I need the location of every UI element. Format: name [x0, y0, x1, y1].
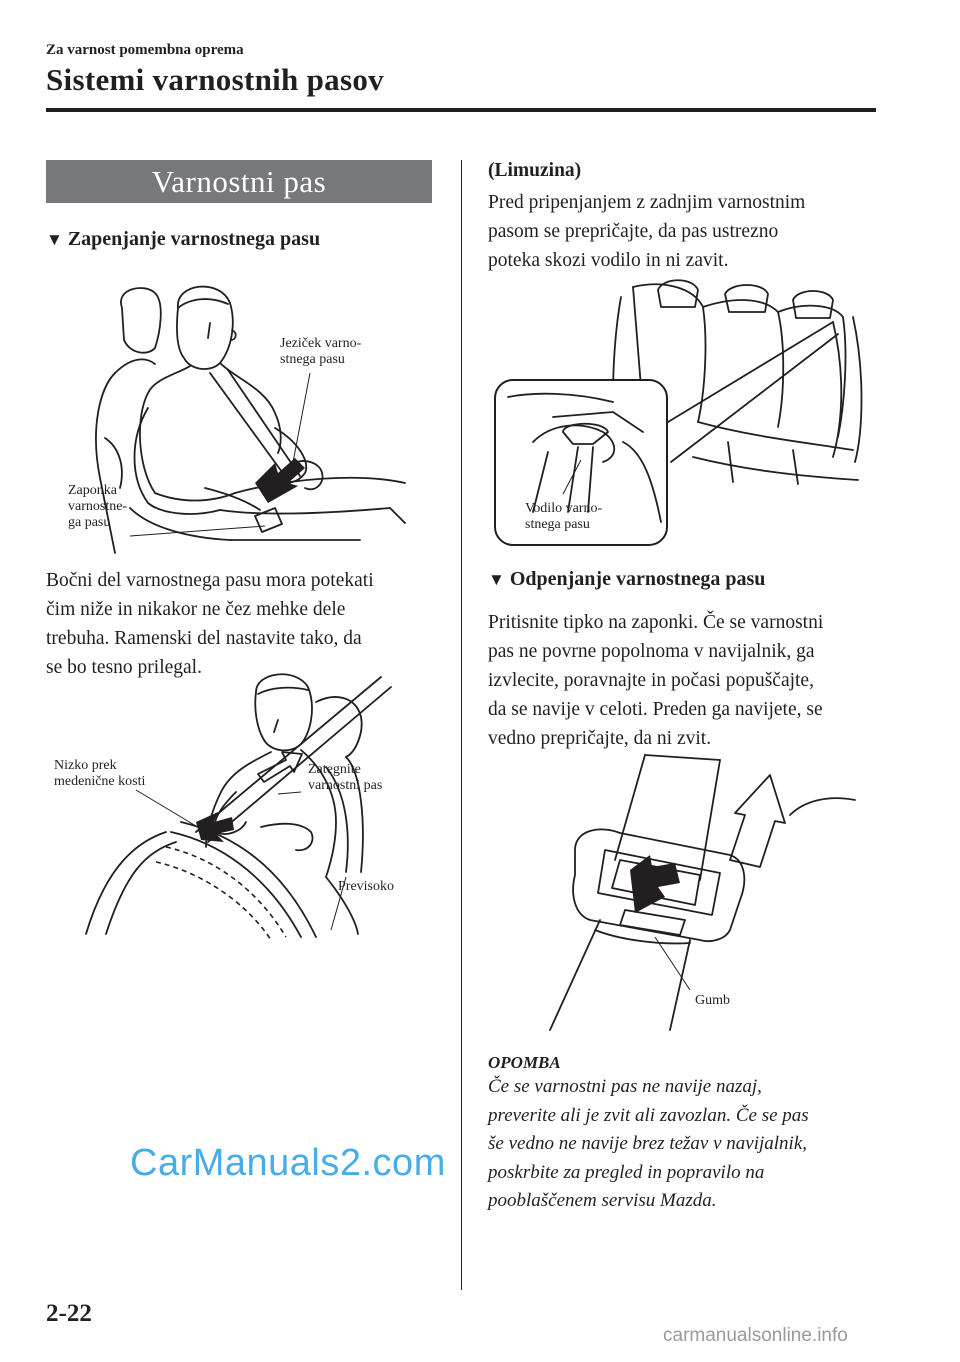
label-belt-guide-line2: stnega pasu — [525, 517, 590, 532]
label-buckle — [68, 483, 127, 531]
paragraph-fastening — [46, 566, 446, 682]
label-tighten-line2: varnostni pas — [308, 778, 383, 793]
watermark-url: carmanualsonline.info — [663, 1325, 848, 1346]
page-number: 2-22 — [46, 1300, 92, 1327]
paragraph-line: da se navije v celoti. Preden ga navijete, se — [488, 699, 823, 720]
section-banner: Varnostni pas — [46, 160, 432, 203]
note-line: Če se varnostni pas ne navije nazaj, — [488, 1076, 762, 1097]
label-too-high: Previsoko — [338, 879, 394, 894]
label-tighten-line1: Zategnite — [308, 762, 361, 777]
positioning-illustration — [46, 672, 446, 940]
subheading-fastening-text: Zapenjanje varnostnega pasu — [67, 228, 321, 250]
label-low-hips — [54, 758, 145, 790]
figure-belt-guide — [493, 282, 873, 547]
section-header: Za varnost pomembna oprema — [46, 42, 244, 58]
label-buckle-line3: ga pasu — [68, 515, 111, 530]
paragraph-line: izvlecite, poravnajte in počasi popuščajte, — [488, 670, 814, 691]
label-belt-tongue — [280, 336, 361, 368]
paragraph-line: pas ne povrne popolnoma v navijalnik, ga — [488, 641, 815, 662]
note-line: poskrbite za pregled in popravilo na — [488, 1161, 765, 1183]
paragraph-line: trebuha. Ramenski del nastavite tako, da — [46, 628, 362, 649]
figure-buckle-button — [530, 755, 860, 1030]
label-belt-guide — [525, 501, 602, 533]
label-belt-tongue-line1: Jeziček varno- — [280, 336, 362, 351]
note-text — [488, 1073, 888, 1216]
paragraph-line: čim niže in nikakor ne čez mehke dele — [46, 599, 346, 620]
label-tighten — [308, 762, 382, 794]
column-divider — [461, 160, 462, 1290]
label-button: Gumb — [695, 993, 730, 1008]
paragraph-unfastening — [488, 608, 888, 753]
label-low-hips-line2: medenične kosti — [54, 774, 146, 789]
paragraph-line: Pritisnite tipko na zaponki. Če se varnostni — [488, 612, 824, 633]
subheading-unfastening — [488, 568, 765, 591]
label-buckle-line2: varnostne- — [68, 499, 128, 514]
note-line: pooblaščenem servisu Mazda. — [488, 1190, 717, 1211]
triangle-down-bullet-icon: ▼ — [488, 570, 505, 589]
paragraph-line: Bočni del varnostnega pasu mora potekati — [46, 570, 374, 591]
buckle-illustration — [530, 755, 860, 1030]
note-line: še vedno ne navije brez težav v navijalnik, — [488, 1133, 808, 1154]
paragraph-line: vedno prepričajte, da ni zvit. — [488, 728, 712, 749]
paragraph-line: Pred pripenjanjem z zadnjim varnostnim — [488, 192, 806, 213]
note-line: preverite ali je zvit ali zavozlan. Če se pas — [488, 1104, 809, 1126]
note-heading: OPOMBA — [488, 1053, 561, 1072]
sedan-paragraph — [488, 188, 883, 275]
subheading-fastening — [46, 228, 320, 251]
sedan-heading: (Limuzina) — [488, 160, 582, 181]
label-belt-tongue-line2: stnega pasu — [280, 352, 345, 367]
subheading-unfastening-text: Odpenjanje varnostnega pasu — [509, 568, 766, 590]
paragraph-line: se bo tesno prilegal. — [46, 657, 202, 678]
triangle-down-bullet-icon: ▼ — [46, 230, 63, 249]
label-low-hips-line1: Nizko prek — [54, 758, 117, 773]
paragraph-line: pasom se prepričajte, da pas ustrezno — [488, 221, 779, 242]
page-title: Sistemi varnostnih pasov — [46, 62, 384, 97]
header-rule — [46, 108, 876, 112]
figure-fastening — [60, 278, 420, 563]
paragraph-line: poteka skozi vodilo in ni zavit. — [488, 250, 729, 271]
label-buckle-line1: Zaponka — [68, 483, 117, 498]
figure-positioning — [46, 672, 446, 940]
watermark-logo: CarManuals2.com — [130, 1142, 446, 1184]
label-belt-guide-line1: Vodilo varno- — [525, 501, 603, 516]
